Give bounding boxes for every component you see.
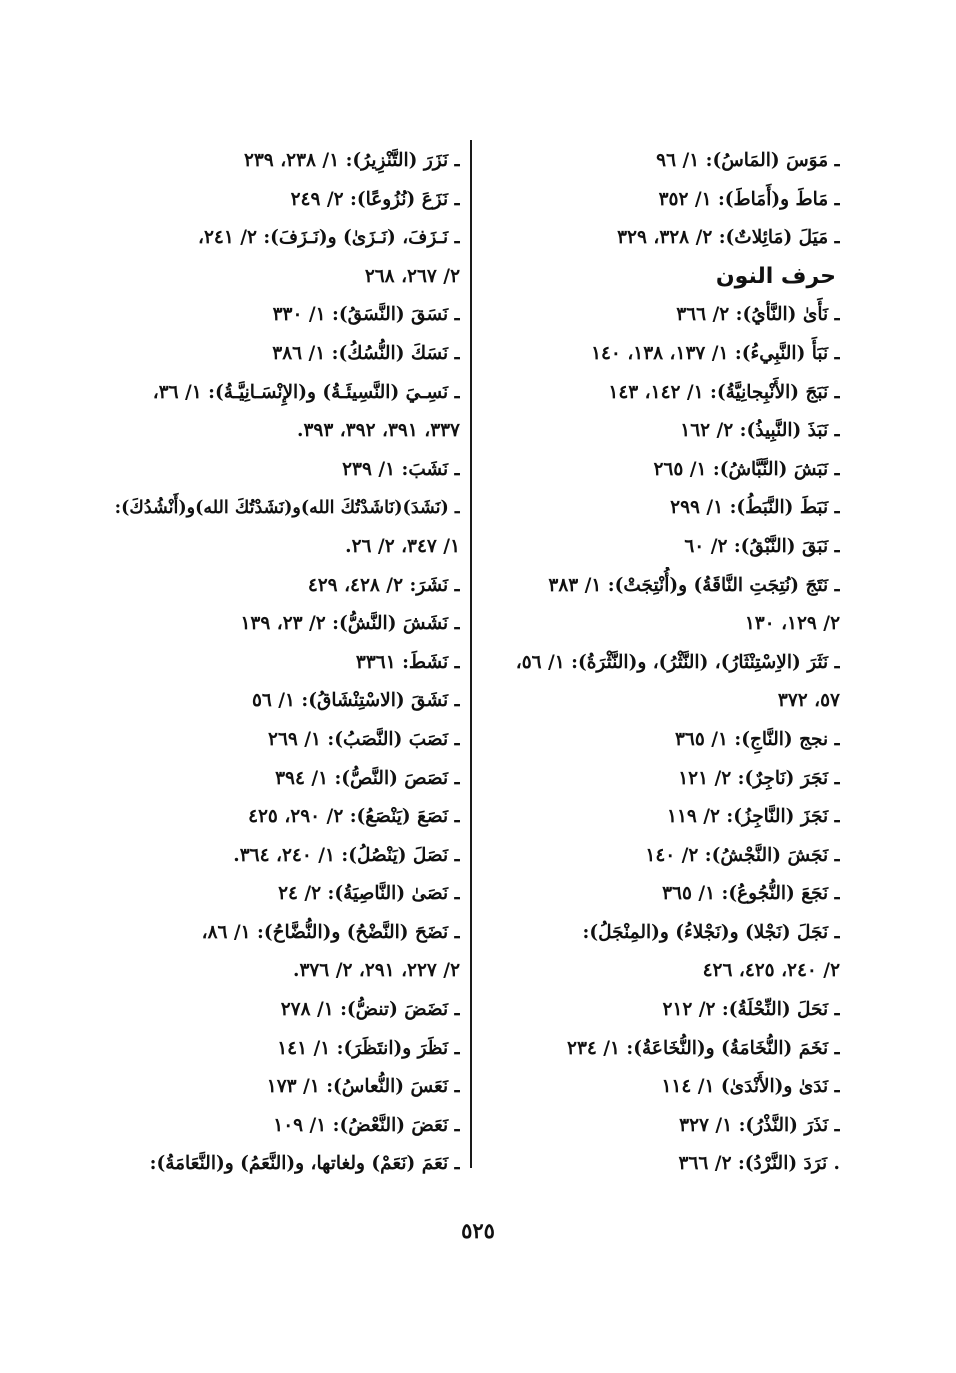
index-entry: ـ نَضَحَ (النَّضْحُ) و(النُّضَّاحُ): ١/ ٨٦، [201,921,460,943]
index-entry: ـ نَبَشَ (النَّبَّاشُ): ١/ ٢٦٥ [653,458,840,480]
column-divider [470,140,472,1168]
page-number: ٥٢٥ [461,1218,495,1243]
index-entry: ـ نَتَجَ (نُتِجَتِ النَّاقَةُ) و(أُنْتِجَتْ): ١/ ٣٨٣ [548,574,840,596]
index-entry: ـ نَصَلَ (يَنْصُلُ): ١/ ٢٤٠، ٣٦٤. [233,844,460,866]
index-entry: ـ نَحَلَ (النِّحْلَةُ): ٢/ ٢١٢ [662,999,840,1021]
index-entry: ـ نَسِـيَ (النَّسِيئَـةُ) و(الإِنْسَـانِيَّـةُ): ١/ ٣٦، [152,381,460,403]
index-entry-continuation: ٣٣٧، ٣٩١، ٣٩٢، ٣٩٣. [297,420,460,442]
index-entry: ـ نَسَقَ (النَّسَقُ): ١/ ٣٣٠ [272,304,460,326]
index-entry: ـ نَذَرَ (النَّذْرُ): ١/ ٣٢٧ [679,1114,840,1136]
index-entry: ـ نَصَبَ (النَّصَبُ): ١/ ٢٦٩ [268,728,460,750]
section-heading: حرف النون [715,263,836,289]
index-entry-continuation: ٥٧، ٣٧٢ [777,690,840,712]
index-entry: ـ (نَشَدَ)(نَاشَدْتُكَ الله)و(نَشَدْتُكَ الله)و(أَنْشُدُكَ): [114,498,460,519]
index-entry: ـ نَأَىٰ (النَّأيُ): ٢/ ٣٦٦ [676,304,840,326]
index-entry-continuation: ٢/ ٢٦٧، ٢٦٨ [364,265,460,287]
index-entry: ـ نَصَعَ (يَنْصَعُ): ٢/ ٢٩٠، ٤٢٥ [248,806,460,828]
index-entry: ـ نَبَطَ (النَّبَطُ): ١/ ٢٩٩ [670,497,840,519]
index-entry: ـ نَظَرَ و(انتَظَرَ): ١/ ١٤١ [277,1037,460,1059]
index-entry: ـ نَجَزَ (النَّاجِزُ): ٢/ ١١٩ [667,806,840,828]
index-entry-continuation: ٢/ ١٢٩، ١٣٠ [744,613,840,635]
index-entry: ـ نَشَرَ: ٢/ ٤٢٨، ٤٢٩ [307,574,460,596]
index-entry: ـ نَجَعَ (النُّجُوعُ): ١/ ٣٦٥ [662,883,840,905]
index-entry: ـ نَصَىٰ (النَّاصِيَةُ): ٢/ ٢٤ [278,883,460,905]
index-entry: ـ نَزَعَ (نُزُوعًا): ٢/ ٢٤٩ [290,188,460,210]
index-entry: ـ نَشَبَ: ١/ ٢٣٩ [342,458,460,480]
index-entry: ـ نَسَكَ (النُّسُكُ): ١/ ٣٨٦ [272,342,460,364]
index-entry: ـ مَاطَ و(أَمَاطَ): ١/ ٣٥٢ [658,188,840,210]
index-entry: ـ نجج (النَّاجِ): ١/ ٣٦٥ [674,728,840,750]
index-entry: ـ نَدَىٰ و(الأَنْدَىٰ) ١/ ١١٤ [661,1076,840,1098]
index-entry: ـ نَعَمَ (نَعَمْ) ولغاتها، و(النَّعَمُ) و(النَّعَامَةُ): [149,1153,460,1175]
index-entry-continuation: ٢/ ٢٢٧، ٢٩١، ٢/ ٣٧٦. [292,960,460,982]
right-column [490,142,840,1184]
index-entry: ـ نَزَرَ (التَّنْزِيرُ): ١/ ٢٣٨، ٢٣٩ [243,150,460,171]
index-entry: ـ نَعَسَ (النُّعاسُ): ١/ ١٧٣ [266,1076,460,1098]
index-entry: ـ نَشَقَ (الاسْتِنْشَاقُ): ١/ ٥٦ [251,690,460,712]
index-entry: ـ مَيَلَ (مَائِلاتٌ): ٢/ ٣٢٨، ٣٢٩ [617,227,840,249]
index-entry: ـ نَثَرَ (الاِسْتِنْثَارُ)، (النَّثْرُ)، و(النَّثْرَةُ): ١/ ٥٦، [515,651,840,673]
index-entry: ـ نَعَضَ (النَّعْضُ): ١/ ١٠٩ [273,1114,460,1136]
index-entry: ـ مَوَسَ (المَاسُ): ١/ ٩٦ [656,150,840,171]
index-entry: ـ نَشَطَ: ٣٣٦١ [355,651,460,673]
left-column [108,142,460,1184]
index-entry: ـ نَشَشَ (النَّشُّ): ٢/ ٢٣، ١٣٩ [240,613,460,635]
index-entry: ـ نَجَلَ (نَجْلا) و(نَجْلاءُ) و(المِنْجَلُ): [582,921,840,943]
index-entry: ـ نَـزَفَ، (نَـزَىٰ) و(نَـزَفَ): ٢/ ٢٤١، [197,227,460,249]
index-entry: ـ نَبَقَ (النَّبْقُ): ٢/ ٦٠ [684,535,840,557]
index-entry: ـ نَبَذَ (النَّبِيذُ): ٢/ ١٦٢ [680,420,840,442]
index-entry: ـ نَصَصَ (النَّصُّ): ١/ ٣٩٤ [275,767,460,789]
index-entry: ـ نَخَمَ (النُّخَامَةُ) و(النُّخَاعَةُ): ١/ ٢٣٤ [567,1037,840,1059]
index-entry-continuation: ٢/ ٢٤٠، ٤٢٥، ٤٢٦ [702,960,840,982]
index-entry: ـ نَبَجَ (الأَنْبِجانِيَّةُ): ١/ ١٤٢، ١٤٣ [608,381,840,403]
index-entry: ـ نَجَرَ (نَاجِرٌ): ٢/ ١٢١ [678,767,840,789]
index-entry: . نَرَدَ (النَّرْدُ): ٢/ ٣٦٦ [678,1153,840,1175]
index-entry-continuation: ١/ ٣٤٧، ٢/ ٢٦. [345,535,460,557]
index-entry: ـ نَضَضَ (تنضُّ): ١/ ٢٧٨ [280,999,460,1021]
index-entry: ـ نَجَشَ (النَّجْشُ): ٢/ ١٤٠ [645,844,840,866]
index-entry: ـ نَبَأَ (النَّبِيءُ): ١/ ١٣٧، ١٣٨، ١٤٠ [591,342,840,364]
